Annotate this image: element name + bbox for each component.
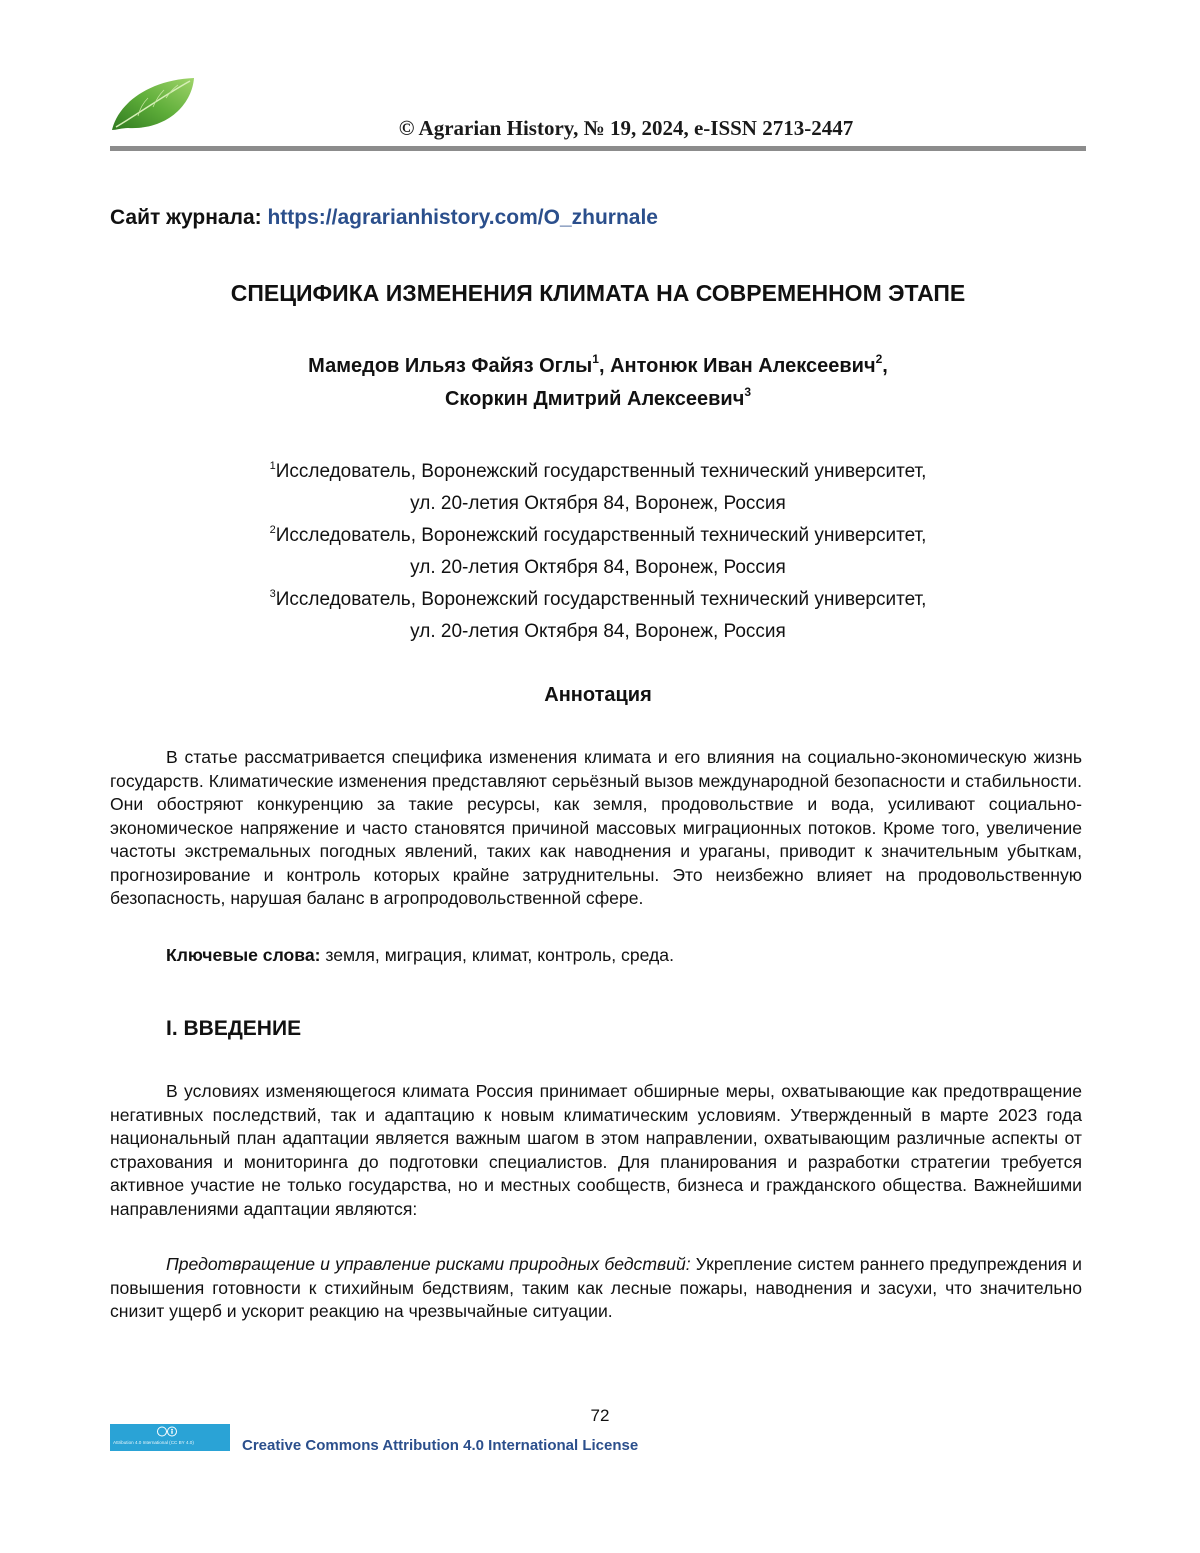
author-separator: , [882, 355, 888, 377]
abstract-body: В статье рассматривается специфика изменения климата и его влияния на социально-экономическую жизнь государств. Климатические изменения представляют серьёзный вызов международной безопасности и стабильности. Они обостряют конкуренцию за такие ресурсы, как земля, продовольствие и вода, усиливают социально-экономическое напряжение и часто становятся причиной массовых миграционных потоков. Кроме того, увеличение частоты экстремальных погодных явлений, таких как наводнения и ураганы, приводит к значительным убыткам, прогнозирование и контроль которых крайне затруднительны. Это неизбежно влияет на продовольственную безопасность, нарушая баланс в агропродовольственной сфере. [110, 747, 1082, 908]
affil-address: ул. 20-летия Октября 84, Воронеж, Россия [410, 557, 786, 578]
author-affil-mark: 2 [875, 352, 883, 366]
page-number: 72 [590, 1406, 610, 1425]
license-link[interactable]: Creative Commons Attribution 4.0 International License [242, 1437, 639, 1454]
keywords-line [166, 945, 674, 966]
affil-institution: Исследователь, Воронежский государственный технический университет, [275, 461, 927, 482]
affiliation-item [110, 520, 1086, 552]
site-label: Сайт журнала: [110, 206, 262, 229]
affiliation-item [110, 456, 1086, 488]
cc-by-icon [156, 1426, 184, 1437]
cc-badge-caption: Attribution 4.0 International (CC BY 4.0) [113, 1440, 194, 1445]
author-list [110, 350, 1086, 416]
affil-mark: 2 [269, 524, 276, 536]
section-heading-intro: I. ВВЕДЕНИЕ [166, 1017, 302, 1040]
intro-paragraph [110, 1080, 1082, 1221]
affiliation-item [110, 584, 1086, 616]
header-divider [110, 146, 1086, 151]
keywords-label: Ключевые слова: [166, 945, 321, 965]
author-name: Антонюк Иван Алексеевич [610, 355, 876, 377]
abstract-text [110, 746, 1082, 911]
author-affil-mark: 1 [592, 352, 599, 366]
affil-institution: Исследователь, Воронежский государственный технический университет, [275, 589, 927, 610]
intro-paragraph-text: В условиях изменяющегося климата Россия принимает обширные меры, охватывающие как предотвращение негативных последствий, так и адаптацию к новым климатическим условиям. Утвержденный в марте 2023 года национальный план адаптации является важным шагом в этом направлении, охватывающим различные аспекты от страхования и мониторинга до подготовки специалистов. Для планирования и разработки стратегии требуется активное участие не только государства, но и местных сообществ, бизнеса и гражданского общества. Важнейшими направлениями адаптации являются: [110, 1081, 1082, 1219]
abstract-heading: Аннотация [544, 684, 652, 706]
journal-header: © Agrarian History, № 19, 2024, e-ISSN 2713-2447 [398, 116, 854, 140]
author-name: Скоркин Дмитрий Алексеевич [444, 388, 745, 410]
author-affil-mark: 3 [744, 385, 752, 399]
affil-institution: Исследователь, Воронежский государственный технический университет, [275, 525, 927, 546]
keywords-values: земля, миграция, климат, контроль, среда. [320, 945, 674, 965]
intro-paragraph-risks [110, 1253, 1082, 1324]
affil-mark: 1 [269, 460, 276, 472]
journal-site-line [110, 206, 658, 230]
author-name: Мамедов Ильяз Файяз Оглы [308, 355, 593, 377]
affil-address: ул. 20-летия Октября 84, Воронеж, Россия [410, 621, 786, 642]
site-url-link[interactable]: https://agrarianhistory.com/O_zhurnale [267, 206, 658, 229]
article-title: СПЕЦИФИКА ИЗМЕНЕНИЯ КЛИМАТА НА СОВРЕМЕННОМ ЭТАПЕ [230, 280, 966, 306]
affiliation-list [110, 456, 1086, 648]
author-separator: , [598, 355, 611, 377]
risks-subheading: Предотвращение и управление рисками природных бедствий: [166, 1254, 691, 1274]
affil-mark: 3 [269, 588, 276, 600]
risks-text: Укрепление систем раннего предупреждения и повышения готовности к стихийным бедствиям, таким как лесные пожары, наводнения и засухи, что значительно снизит ущерб и ускорит реакцию на чрезвычайные ситуации. [110, 1254, 1082, 1321]
affil-address: ул. 20-летия Октября 84, Воронеж, Россия [410, 493, 786, 514]
